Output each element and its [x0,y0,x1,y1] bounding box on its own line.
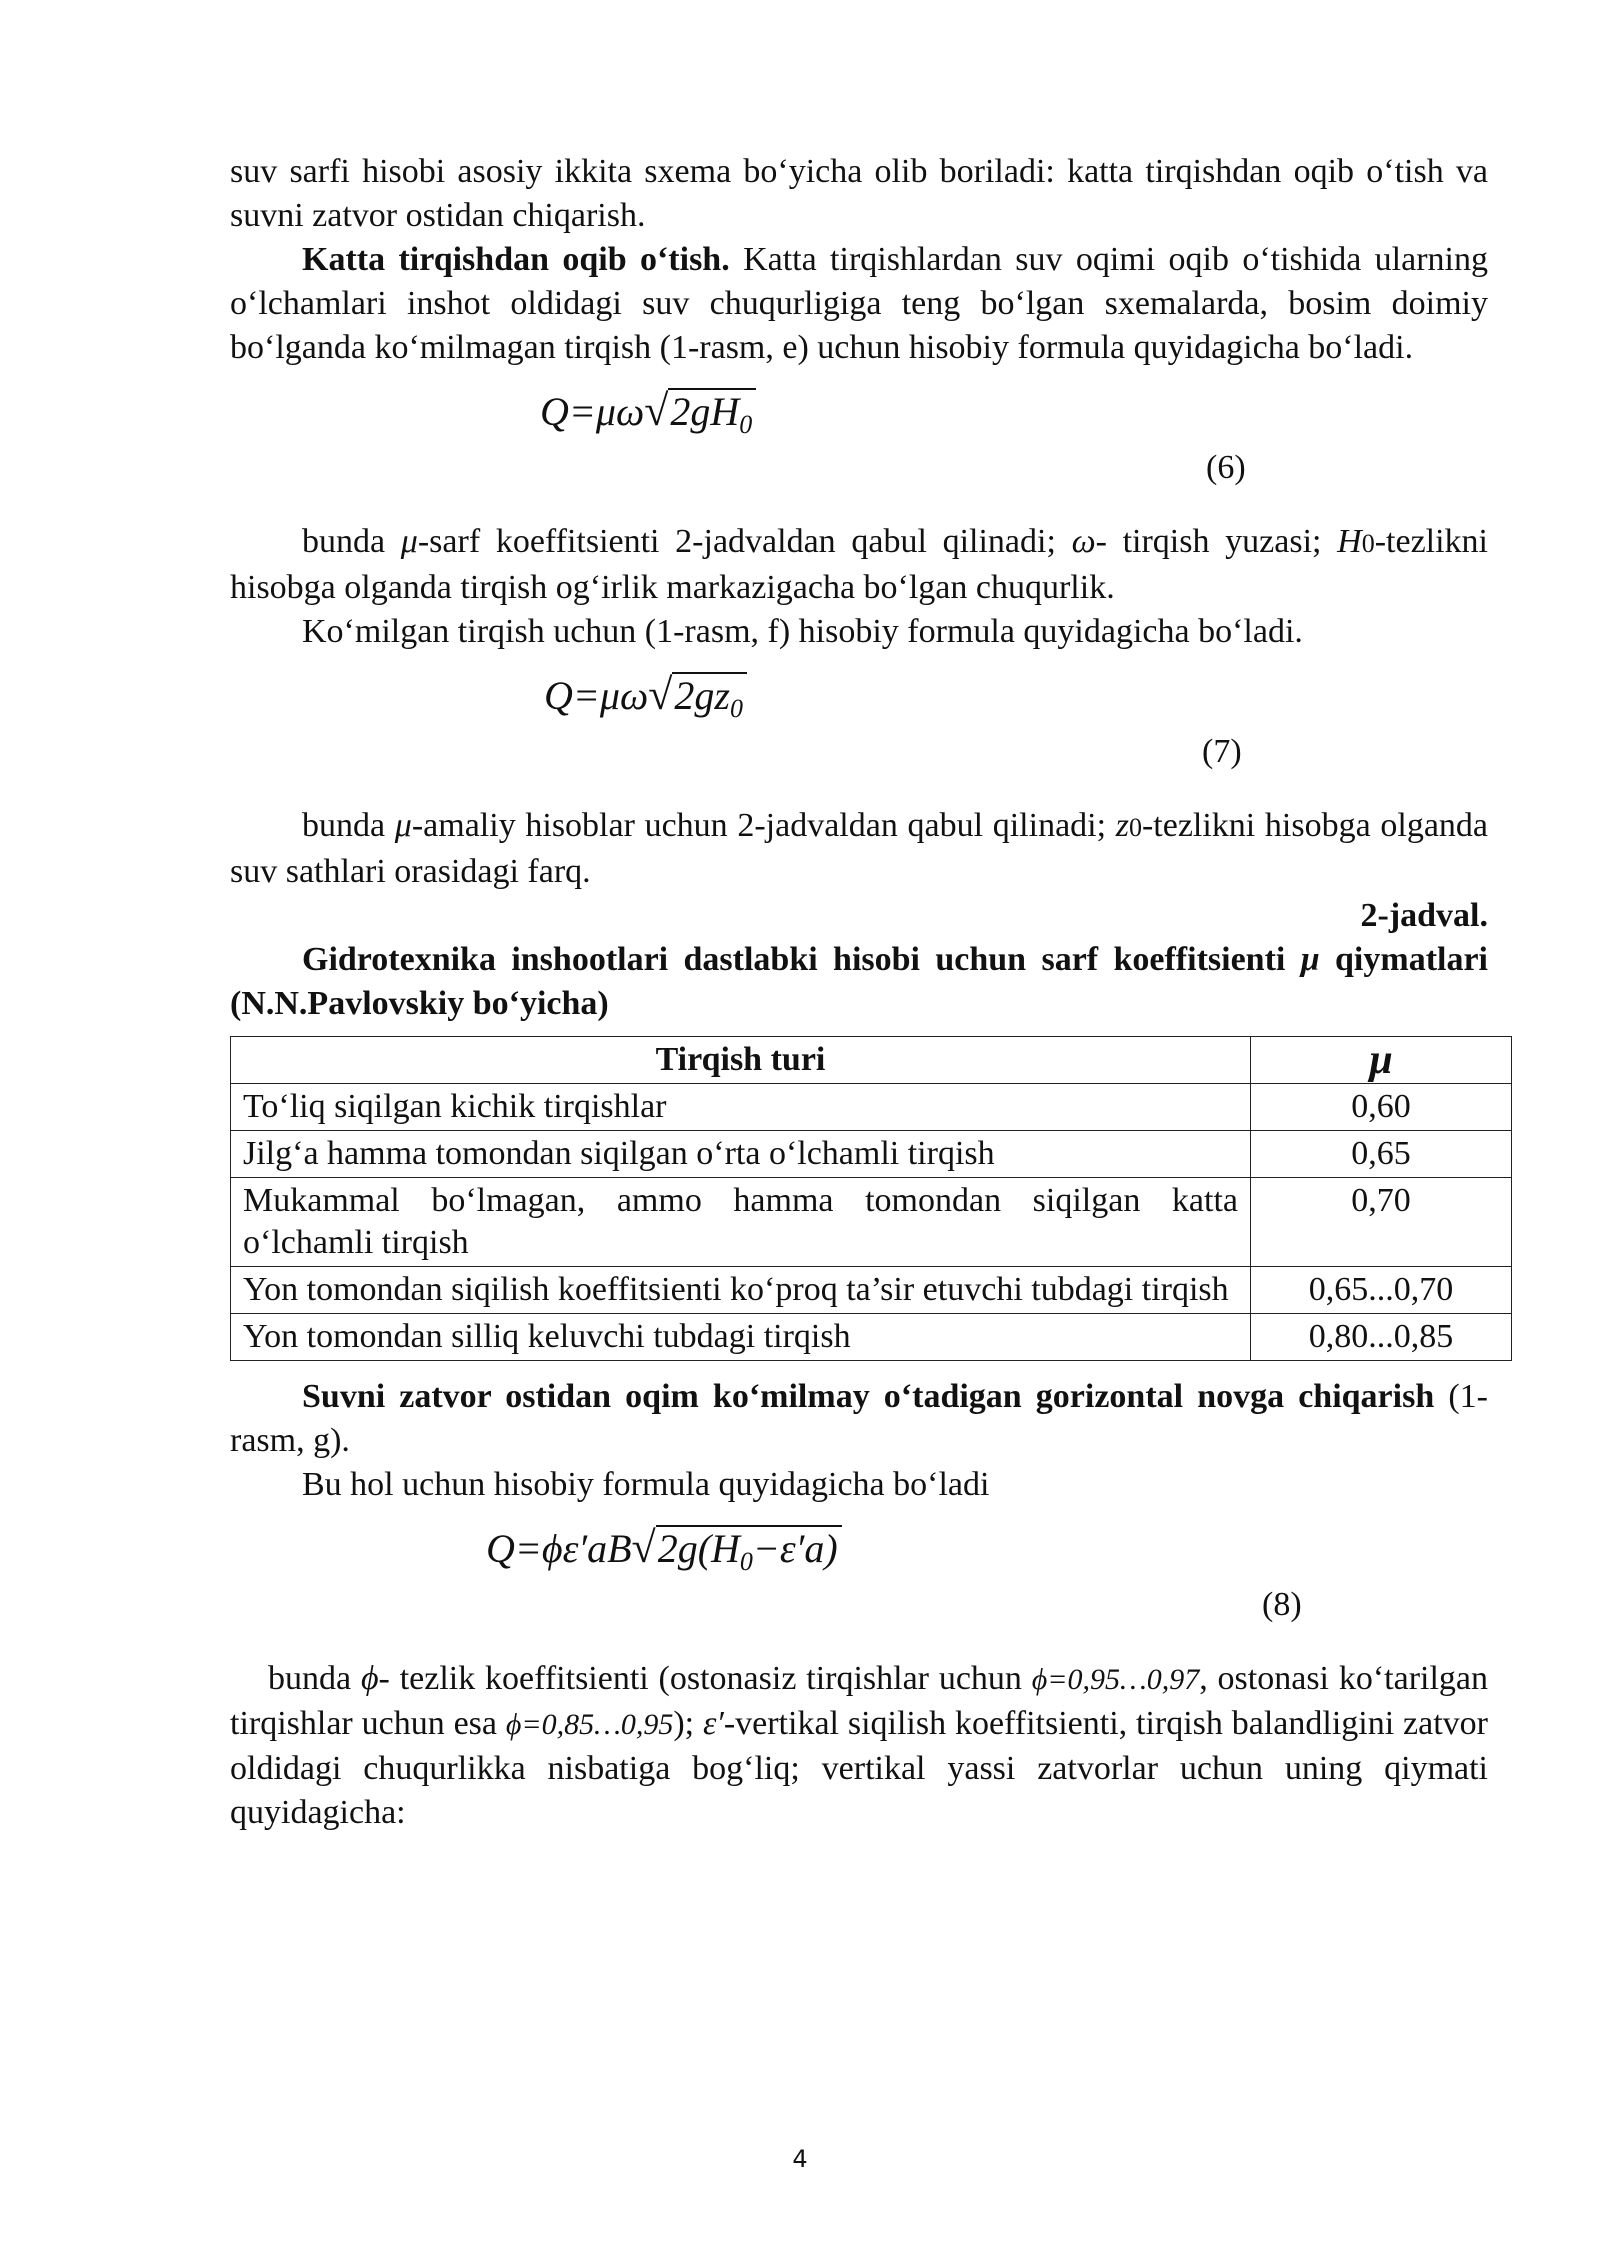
paragraph-intro: suv sarfi hisobi asosiy ikkita sxema bo‘yicha olib boriladi: katta tirqishdan oqib o‘tish va suvni zatvor ostidan chiqarish. [230,153,1488,234]
table-caption: 2-jadval. [1360,897,1488,934]
paragraph-large-orifice: Katta tirqishdan oqib o‘tish. Katta tirqishlardan suv oqimi oqib o‘tishida ularning o‘lchamlari inshot oldidagi suv chuqurligiga teng bo‘lgan sxemalarda, bosim doimiy bo‘lganda ko‘milmagan tirqish (1-rasm, e) uchun hisobiy formula quyidagicha bo‘ladi. [230,241,1488,366]
equation-number: (6) [1206,449,1246,486]
paragraph-where-8: bunda ϕ- tezlik koeffitsienti (ostonasiz tirqishlar uchun ϕ=0,95…0,97, ostonasi ko‘tarilgan tirqishlar uchun esa ϕ=0,85…0,95); ε′-vertikal siqilish koeffitsienti, tirqish balandligini zatvor oldidagi chuqurlikka nisbatiga bog‘liq; vertikal yassi zatvorlar uchun uning qiymati quyidagicha: [230,1660,1488,1831]
equation-6: $Q=\mu\omega√2gH_0$ (6) [230,388,1488,484]
paragraph-gate-outflow: Suvni zatvor ostidan oqim ko‘milmay o‘tadigan gorizontal novga chiqarish (1-rasm, g). [230,1378,1488,1459]
table-title: Gidrotexnika inshootlari dastlabki hisobi uchun sarf koeffitsienti μ qiymatlari (N.N.Pavlovskiy bo‘yicha) [230,941,1488,1022]
equation-7: $Q=\mu\omega√2gz_0$ (7) [230,672,1488,768]
table-row: Yon tomondan siqilish koeffitsienti ko‘proq ta’sir etuvchi tubdagi tirqish 0,65...0,70 [231,1267,1512,1314]
table-row: Yon tomondan silliq keluvchi tubdagi tirqish 0,80...0,85 [231,1314,1512,1361]
paragraph-where-7: bunda μ-amaliy hisoblar uchun 2-jadvaldan qabul qilinadi; z0-tezlikni hisobga olganda suv sathlari orasidagi farq. [230,807,1489,890]
equation-number: (8) [1262,1586,1302,1623]
equation-number: (7) [1202,733,1242,770]
table-row: To‘liq siqilgan kichik tirqishlar 0,60 [231,1084,1512,1131]
paragraph-submerged: Ko‘milgan tirqish uchun (1-rasm, f) hisobiy formula quyidagicha bo‘ladi. [302,613,1303,650]
document-body [230,150,1488,1835]
column-header-mu: μ [1251,1037,1512,1084]
coefficient-table [230,1036,1512,1361]
table-row: Jilg‘a hamma tomondan siqilgan o‘rta o‘lchamli tirqish 0,65 [231,1131,1512,1178]
page-number: 4 [792,2145,808,2173]
equation-8: $Q=\phi\varepsilon'aB√2g(H_0-\varepsilon'a)$ (8) [230,1525,1488,1621]
section-heading-large-orifice: Katta tirqishdan oqib o‘tish. [302,241,730,278]
column-header-type: Tirqish turi [231,1037,1251,1084]
table-row: Mukammal bo‘lmagan, ammo hamma tomondan siqilgan katta o‘lchamli tirqish 0,70 [231,1178,1512,1267]
paragraph-formula-intro: Bu hol uchun hisobiy formula quyidagicha bo‘ladi [302,1466,990,1503]
paragraph-where-6: bunda μ-sarf koeffitsienti 2-jadvaldan qabul qilinadi; ω- tirqish yuzasi; H0-tezlikni hisobga olganda tirqish og‘irlik markazigacha bo‘lgan chuqurlik. [230,523,1489,606]
section-heading-gate: Suvni zatvor ostidan oqim ko‘milmay o‘tadigan gorizontal novga chiqarish [302,1378,1435,1415]
table-header-row [231,1037,1512,1084]
